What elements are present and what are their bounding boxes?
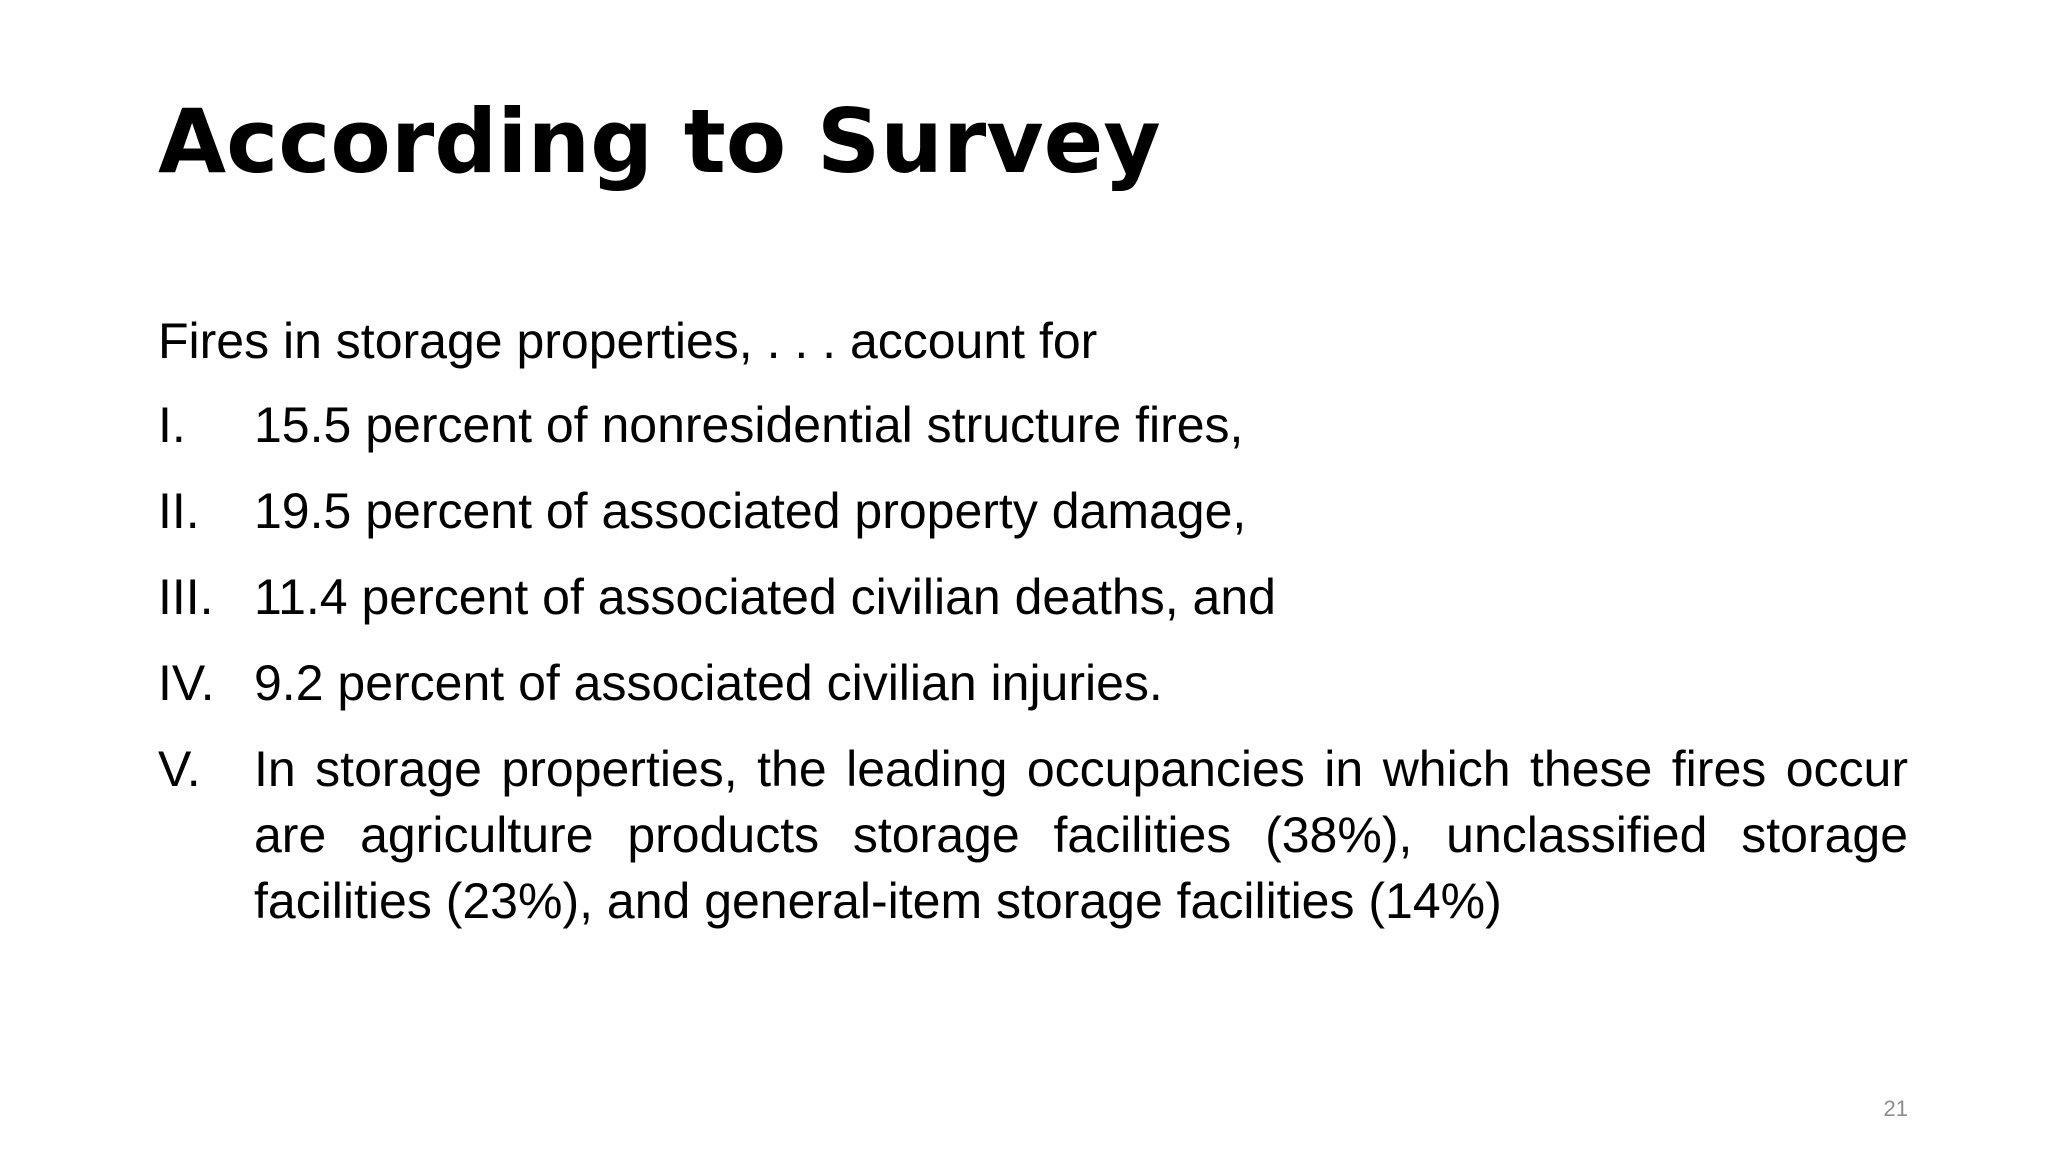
- list-item-text: 15.5 percent of nonresidential structure fires,: [254, 397, 1244, 453]
- list-item-text: 19.5 percent of associated property damage,: [254, 483, 1247, 539]
- list-marker: IV.: [158, 655, 215, 711]
- list-marker: II.: [158, 483, 200, 539]
- intro-text: Fires in storage properties, . . . account for: [158, 313, 1098, 369]
- list-item: [158, 564, 1908, 630]
- list-marker: V.: [158, 741, 201, 797]
- slide-title: According to Survey: [158, 90, 1161, 193]
- slide-body: [158, 306, 1908, 954]
- list-item: [158, 478, 1908, 544]
- list-item: [158, 736, 1908, 934]
- list-item-text: 9.2 percent of associated civilian injuries.: [254, 655, 1163, 711]
- list-marker: I.: [158, 397, 186, 453]
- list-item: [158, 392, 1908, 458]
- list-item: [158, 650, 1908, 716]
- page-number: 21: [1883, 1096, 1908, 1121]
- findings-list: [158, 392, 1908, 934]
- list-marker: III.: [158, 569, 214, 625]
- list-item-text: In storage properties, the leading occupancies in which these fires occur are agriculture products storage facilities (38%), unclassified storage facilities (23%), and general-item storage facilities (14%): [254, 741, 1908, 929]
- list-item-text: 11.4 percent of associated civilian deaths, and: [254, 569, 1276, 625]
